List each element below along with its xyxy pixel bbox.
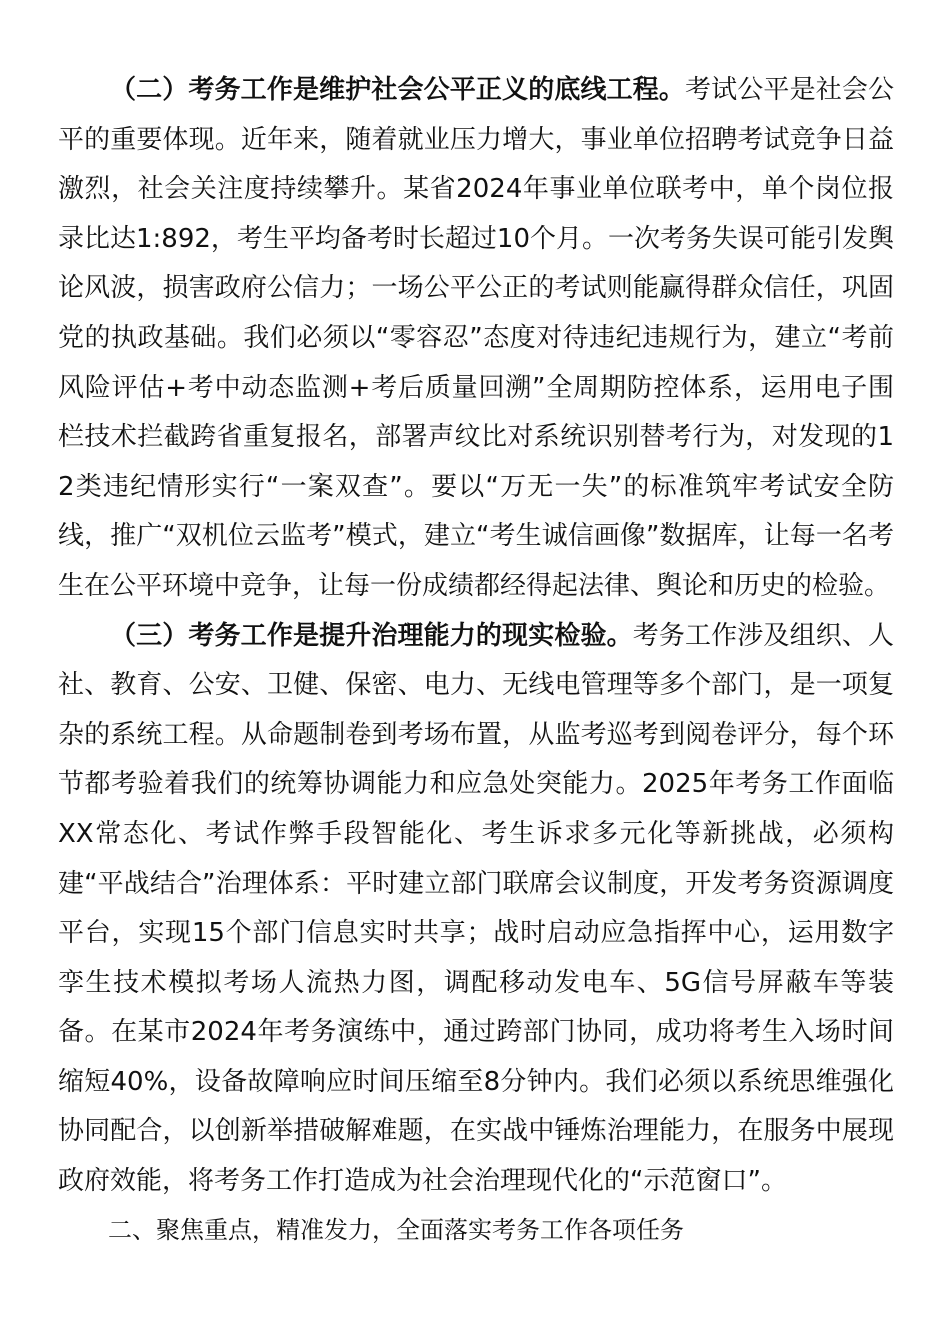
paragraph-lead: （三）考务工作是提升治理能力的现实检验。 [110, 620, 633, 651]
paragraph-fairness [58, 66, 894, 612]
paragraph-text: 考试公平是社会公平的重要体现。近年来，随着就业压力增大，事业单位招聘考试竞争日益激烈，社会关注度持续攀升。某省2024年事业单位联考中，单个岗位报录比达1:892，考生平均备考时长超过10个月。一次考务失误可能引发舆论风波，损害政府公信力；一场公平公正的考试则能赢得群众信任，巩固党的执政基础。我们必须以“零容忍”态度对待违纪违规行为，建立“考前风险评估+考中动态监测+考后质量回溯”全周期防控体系，运用电子围栏技术拦截跨省重复报名，部署声纹比对系统识别替考行为，对发现的12类违纪情形实行“一案双查”。要以“万无一失”的标准筑牢考试安全防线，推广“双机位云监考”模式，建立“考生诚信画像”数据库，让每一名考生在公平环境中竞争，让每一份成绩都经得起法律、舆论和历史的检验。 [58, 75, 895, 601]
section-heading: 二、聚焦重点，精准发力，全面落实考务工作各项任务 [108, 1216, 684, 1244]
paragraph-lead: （二）考务工作是维护社会公平正义的底线工程。 [110, 75, 686, 105]
document-body [58, 66, 894, 1207]
paragraph-governance [58, 612, 894, 1207]
paragraph-text: 考务工作涉及组织、人社、教育、公安、卫健、保密、电力、无线电管理等多个部门，是一项复杂的系统工程。从命题制卷到考场布置，从监考巡考到阅卷评分，每个环节都考验着我们的统筹协调能力和应急处突能力。2025年考务工作面临XX常态化、考试作弊手段智能化、考生诉求多元化等新挑战，必须构建“平战结合”治理体系：平时建立部门联席会议制度，开发考务资源调度平台，实现15个部门信息实时共享；战时启动应急指挥中心，运用数字孪生技术模拟考场人流热力图，调配移动发电车、5G信号屏蔽车等装备。在某市2024年考务演练中，通过跨部门协同，成功将考生入场时间缩短40%，设备故障响应时间压缩至8分钟内。我们必须以系统思维强化协同配合，以创新举措破解难题，在实战中锤炼治理能力，在服务中展现政府效能，将考务工作打造成为社会治理现代化的“示范窗口”。 [58, 620, 894, 1197]
